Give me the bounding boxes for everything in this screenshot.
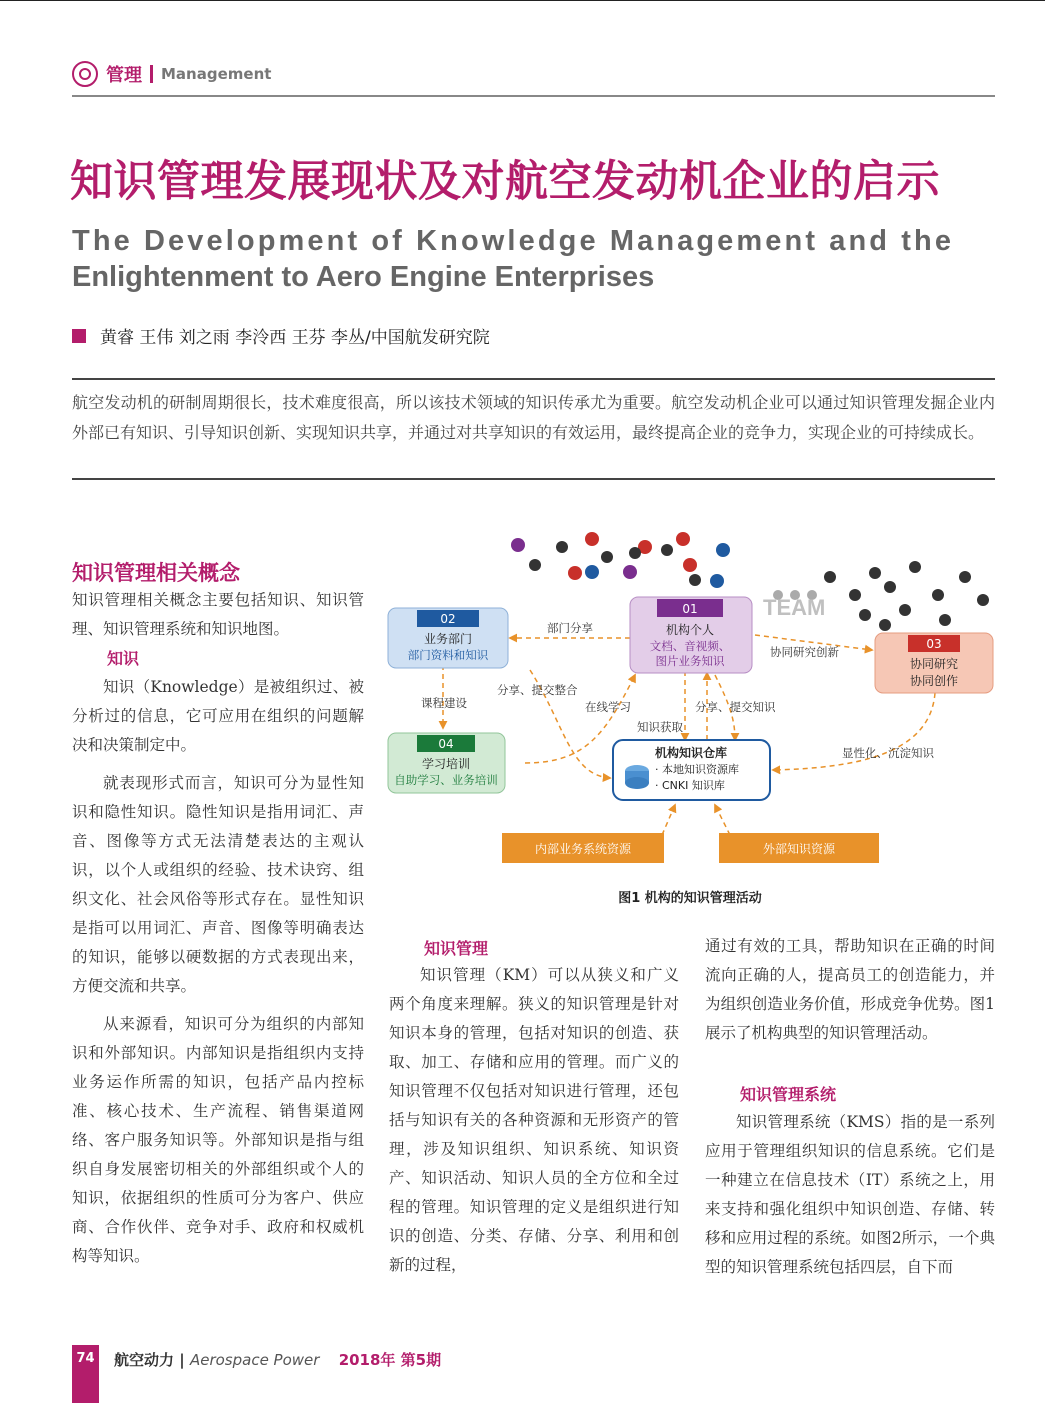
box-04-desc: 自助学习、业务培训 xyxy=(394,773,498,787)
article-title-cn: 知识管理发展现状及对航空发动机企业的启示 xyxy=(70,157,940,207)
box-01-title: 机构个人 xyxy=(665,623,715,637)
box-02-department xyxy=(388,608,508,668)
repo-item-1: · 本地知识资源库 xyxy=(655,763,739,776)
section-label-cn: 管理 xyxy=(106,65,142,86)
column-2-body xyxy=(389,961,679,1280)
database-icon xyxy=(625,765,649,789)
journal-logo-icon xyxy=(72,61,98,87)
box-01-desc1: 文档、音视频、 xyxy=(649,639,731,653)
label-share-submit: 分享、提交知识 xyxy=(695,700,776,714)
section-label-en: Management xyxy=(161,65,272,83)
journal-name-en: Aerospace Power xyxy=(189,1351,320,1369)
header-divider xyxy=(150,65,153,83)
label-share-integrate: 分享、提交整合 xyxy=(497,683,578,697)
repo-title: 机构知识仓库 xyxy=(654,746,728,760)
authors-marker-icon xyxy=(72,329,86,343)
label-collab: 协同研究创新 xyxy=(770,645,839,659)
box-04-training xyxy=(388,733,505,793)
box-02-title: 业务部门 xyxy=(423,632,473,646)
abstract-top-rule xyxy=(72,378,995,380)
team-text: TEAM xyxy=(763,595,826,620)
internal-label: 内部业务系统资源 xyxy=(534,842,632,856)
box-03-desc: 协同创作 xyxy=(909,674,959,688)
subsection-title-knowledge: 知识 xyxy=(107,649,140,668)
label-explicit: 显性化、沉淀知识 xyxy=(842,746,934,760)
column-1-intro xyxy=(72,586,364,644)
box-04-num: 04 xyxy=(438,737,454,751)
figure-caption: 图1 机构的知识管理活动 xyxy=(618,891,762,906)
column-3-top xyxy=(705,932,995,1048)
figure-1 xyxy=(385,525,995,885)
section-title: 知识管理相关概念 xyxy=(72,561,240,585)
label-acquire: 知识获取 xyxy=(637,720,683,734)
footer-journal xyxy=(114,1349,441,1370)
box-03-title: 协同研究 xyxy=(909,657,959,671)
paragraph: 知识管理（KM）可以从狭义和广义两个角度来理解。狭义的知识管理是针对知识本身的管理，包括对知识的创造、获取、加工、存储和应用的管理。而广义的知识管理不仅包括对知识进行管理，还包括与知识有关的各种资源和无形资产的管理，涉及知识组织、知识系统、知识资产、知识活动、知识人员的全方位和全过程的管理。知识管理的定义是组织进行知识的创造、分类、存储、分享、利用和创新的过程， xyxy=(389,966,679,1274)
label-dept-share: 部门分享 xyxy=(547,621,593,635)
subsection-title-kms: 知识管理系统 xyxy=(740,1085,837,1104)
column-1-body xyxy=(72,673,364,1271)
paragraph: 知识管理系统（KMS）指的是一系列应用于管理组织知识的信息系统。它们是一种建立在信息技术（IT）系统之上，用来支持和强化组织中知识创造、存储、转移和应用过程的系统。如图2所示，一个典型的知识管理系统包括四层，自下而 xyxy=(705,1113,995,1276)
paragraph: 从来源看，知识可分为组织的内部知识和外部知识。内部知识是指组织内支持业务运作所需的知识，包括产品内控标准、核心技术、生产流程、销售渠道网络、客户服务知识等。外部知识是指与组织自身发展密切相关的外部组织或个人的知识，依据组织的性质可分为客户、供应商、合作伙伴、竞争对手、政府和权威机构等知识。 xyxy=(72,1015,364,1265)
internal-resources xyxy=(502,833,664,863)
article-title-en-line2: Enlightenment to Aero Engine Enterprises xyxy=(72,261,655,293)
external-label: 外部知识资源 xyxy=(762,842,836,856)
box-02-desc: 部门资料和知识 xyxy=(407,648,489,662)
box-03-num: 03 xyxy=(926,637,942,651)
article-title-en xyxy=(72,223,997,295)
journal-name-cn: 航空动力 xyxy=(114,1351,175,1369)
header-rule xyxy=(72,95,995,97)
box-01-individual xyxy=(630,597,752,673)
top-rule xyxy=(0,0,1045,1)
journal-issue: 2018年 第5期 xyxy=(338,1351,442,1369)
authors: 黄睿 王伟 刘之雨 李泠西 王芬 李丛/中国航发研究院 xyxy=(100,328,490,348)
page-number: 74 xyxy=(76,1351,95,1366)
paragraph: 知识管理相关概念主要包括知识、知识管理、知识管理系统和知识地图。 xyxy=(72,591,364,638)
footer-divider: | xyxy=(179,1351,190,1369)
column-3-body xyxy=(705,1108,995,1282)
authors-line xyxy=(72,323,490,348)
subsection-title-km: 知识管理 xyxy=(424,939,489,958)
box-01-desc2: 图片业务知识 xyxy=(655,654,725,668)
paragraph: 通过有效的工具，帮助知识在正确的时间流向正确的人，提高员工的创造能力，并为组织创造业务价值，形成竞争优势。图1展示了机构典型的知识管理活动。 xyxy=(705,937,995,1042)
abstract: 航空发动机的研制周期很长，技术难度很高，所以该技术领域的知识传承尤为重要。航空发动机企业可以通过知识管理发掘企业内外部已有知识、引导知识创新、实现知识共享，并通过对共享知识的有效运用，最终提高企业的竞争力，实现企业的可持续成长。 xyxy=(72,393,995,442)
paragraph: 就表现形式而言，知识可分为显性知识和隐性知识。隐性知识是指用词汇、声音、图像等方式无法清楚表达的主观认识，以个人或组织的经验、技术诀窍、组织文化、社会风俗等形式存在。显性知识是指可以用词汇、声音、图像等明确表达的知识，能够以硬数据的方式表现出来，方便交流和共享。 xyxy=(72,774,364,995)
label-course: 课程建设 xyxy=(421,696,467,710)
knowledge-repository xyxy=(613,740,770,800)
running-header xyxy=(72,60,271,88)
box-03-collaboration xyxy=(875,633,993,693)
box-02-num: 02 xyxy=(440,612,456,626)
external-resources xyxy=(719,833,879,863)
abstract-bottom-rule xyxy=(72,478,995,480)
paragraph: 知识（Knowledge）是被组织过、被分析过的信息，它可应用在组织的问题解决和决策制定中。 xyxy=(72,678,364,754)
km-activity-diagram xyxy=(385,525,995,885)
box-01-num: 01 xyxy=(682,602,698,616)
box-04-title: 学习培训 xyxy=(421,757,471,771)
repo-item-2: · CNKI 知识库 xyxy=(655,779,725,792)
label-online: 在线学习 xyxy=(585,700,631,714)
article-title-en-line1: The Development of Knowledge Management and the xyxy=(72,225,955,257)
